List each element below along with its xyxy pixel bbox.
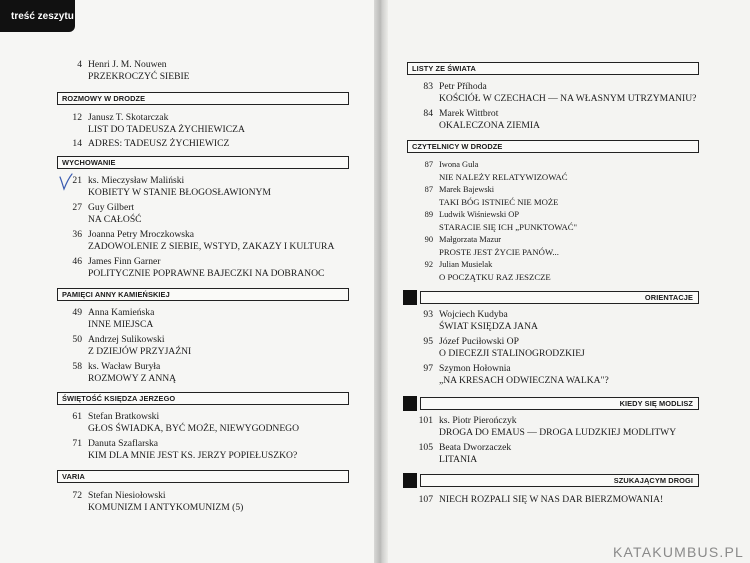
entry-title: ROZMOWY Z ANNĄ	[88, 373, 177, 384]
entry-title: POLITYCZNIE POPRAWNE BAJECZKI NA DOBRANOC	[88, 268, 325, 279]
entry-author: Ludwik Wiśniewski OP	[439, 210, 520, 219]
entry-title: PROSTE JEST ŻYCIE PANÓW...	[439, 247, 559, 257]
entry-author: Szymon Hołownia	[439, 363, 511, 374]
entry-title: ŚWIAT KSIĘDZA JANA	[439, 321, 538, 332]
entry-author: ks. Mieczysław Maliński	[88, 175, 185, 186]
page-number: 14	[72, 138, 82, 149]
entry-author: ks. Wacław Buryła	[88, 361, 161, 372]
entry-title: Z DZIEJÓW PRZYJAŹNI	[88, 346, 192, 357]
page-number: 90	[424, 235, 433, 244]
page-number: 36	[72, 229, 82, 240]
entry-author: Andrzej Sulikowski	[88, 334, 165, 345]
entry-author: Marek Bajewski	[439, 185, 495, 194]
entry-author: Wojciech Kudyba	[439, 309, 508, 320]
entry-author: Stefan Niesiołowski	[88, 490, 166, 501]
page-number: 93	[423, 309, 433, 320]
entry-author: Marek Wittbrot	[439, 108, 499, 119]
section-heading	[57, 156, 349, 169]
page-number: 87	[424, 160, 433, 169]
entry-title: KOBIETY W STANIE BŁOGOSŁAWIONYM	[88, 187, 271, 198]
page-number: 27	[72, 202, 82, 213]
entry-author: Henri J. M. Nouwen	[88, 59, 167, 70]
entry-author: Janusz T. Skotarczak	[88, 112, 169, 123]
entry-author: James Finn Garner	[88, 256, 161, 267]
page-number: 50	[72, 334, 82, 345]
section-title: CZYTELNICY W DRODZE	[412, 142, 503, 151]
entry-title: KIM DLA MNIE JEST KS. JERZY POPIEŁUSZKO?	[88, 450, 298, 461]
page-number: 72	[72, 490, 82, 501]
entry-author: Beata Dworzaczek	[439, 442, 512, 453]
entry-author: Petr Příhoda	[439, 81, 487, 92]
entry-title: GŁOS ŚWIADKA, BYĆ MOŻE, NIEWYGODNEGO	[88, 423, 300, 434]
watermark: KATAKUMBUS.PL	[613, 544, 744, 560]
page-number: 4	[77, 59, 82, 70]
entry-title: O DIECEZJI STALINOGRODZKIEJ	[439, 348, 585, 359]
page-number: 101	[418, 415, 433, 426]
page-number: 87	[424, 185, 433, 194]
page-number: 95	[423, 336, 433, 347]
section-heading	[420, 397, 699, 410]
page-number: 89	[424, 210, 433, 219]
entry-title: NA CAŁOŚĆ	[88, 214, 142, 225]
entry-author: Stefan Bratkowski	[88, 411, 160, 422]
entry-title: STARACIE SIĘ ICH „PUNKTOWAĆ"	[439, 222, 578, 232]
entry-title: LITANIA	[439, 454, 478, 465]
entry-title: O POCZĄTKU RAZ JESZCZE	[439, 272, 551, 282]
page-number: 61	[72, 411, 82, 422]
entry-title: „NA KRESACH ODWIECZNA WALKA"?	[439, 375, 609, 386]
page-number: 71	[72, 438, 82, 449]
entry-title: ADRES: TADEUSZ ŻYCHIEWICZ	[88, 138, 230, 149]
entry-title: ZADOWOLENIE Z SIEBIE, WSTYD, ZAKAZY I KULTURA	[88, 241, 335, 252]
page-number: 107	[418, 494, 433, 505]
page-number: 83	[423, 81, 433, 92]
section-title: VARIA	[62, 472, 85, 481]
section-heading	[57, 92, 349, 105]
section-heading	[57, 392, 349, 405]
section-marker	[403, 290, 417, 305]
entry-title: DROGA DO EMAUS — DROGA LUDZKIEJ MODLITWY	[439, 427, 677, 438]
page-number: 58	[72, 361, 82, 372]
entry-author: Guy Gilbert	[88, 202, 135, 213]
entry-title: KOMUNIZM I ANTYKOMUNIZM (5)	[88, 502, 244, 513]
page-number: 84	[423, 108, 433, 119]
section-title: LISTY ZE ŚWIATA	[412, 64, 476, 73]
section-title: WYCHOWANIE	[62, 158, 116, 167]
entry-author: Anna Kamieńska	[88, 307, 155, 318]
book-gutter	[374, 0, 388, 563]
entry-author: Danuta Szaflarska	[88, 438, 159, 449]
section-heading	[420, 474, 699, 487]
entry-title: LIST DO TADEUSZA ŻYCHIEWICZA	[88, 124, 245, 135]
page-number: 92	[424, 260, 433, 269]
contents-header-label: treść zeszytu	[11, 10, 74, 22]
section-heading	[407, 62, 699, 75]
entry-author: Iwona Gula	[439, 160, 479, 169]
section-heading	[407, 140, 699, 153]
entry-author: Małgorzata Mazur	[439, 235, 502, 244]
entry-title: NIE NALEŻY RELATYWIZOWAĆ	[439, 172, 568, 182]
entry-title: TAKI BÓG ISTNIEĆ NIE MOŻE	[439, 197, 559, 207]
entry-title: KOŚCIÓŁ W CZECHACH — NA WŁASNYM UTRZYMANIU?	[439, 93, 697, 104]
entry-title: OKALECZONA ZIEMIA	[439, 120, 540, 131]
entry-author: Joanna Petry Mroczkowska	[88, 229, 195, 240]
section-title: PAMIĘCI ANNY KAMIEŃSKIEJ	[62, 290, 170, 299]
section-heading	[420, 291, 699, 304]
section-marker	[403, 473, 417, 488]
section-title: ROZMOWY W DRODZE	[62, 94, 146, 103]
entry-author: Julian Musielak	[439, 260, 493, 269]
section-title: SZUKAJĄCYM DROGI	[613, 476, 693, 485]
entry-author: Józef Puciłowski OP	[439, 336, 519, 347]
entry-title: NIECH ROZPALI SIĘ W NAS DAR BIERZMOWANIA!	[439, 494, 664, 505]
page-number: 97	[423, 363, 433, 374]
page-number: 12	[72, 112, 82, 123]
entry-title: PRZEKROCZYĆ SIEBIE	[88, 71, 190, 82]
page-number: 46	[72, 256, 82, 267]
section-marker	[403, 396, 417, 411]
page-number: 105	[418, 442, 433, 453]
entry-author: ks. Piotr Pierończyk	[439, 415, 517, 426]
section-heading	[57, 470, 349, 483]
section-title: ORIENTACJE	[644, 293, 693, 302]
section-title: ŚWIĘTOŚĆ KSIĘDZA JERZEGO	[62, 394, 176, 403]
contents-header-tab	[0, 0, 75, 32]
page-number: 21	[72, 175, 82, 186]
section-title: KIEDY SIĘ MODLISZ	[619, 399, 693, 408]
entry-title: INNE MIEJSCA	[88, 319, 154, 330]
page-number: 49	[72, 307, 82, 318]
section-heading	[57, 288, 349, 301]
